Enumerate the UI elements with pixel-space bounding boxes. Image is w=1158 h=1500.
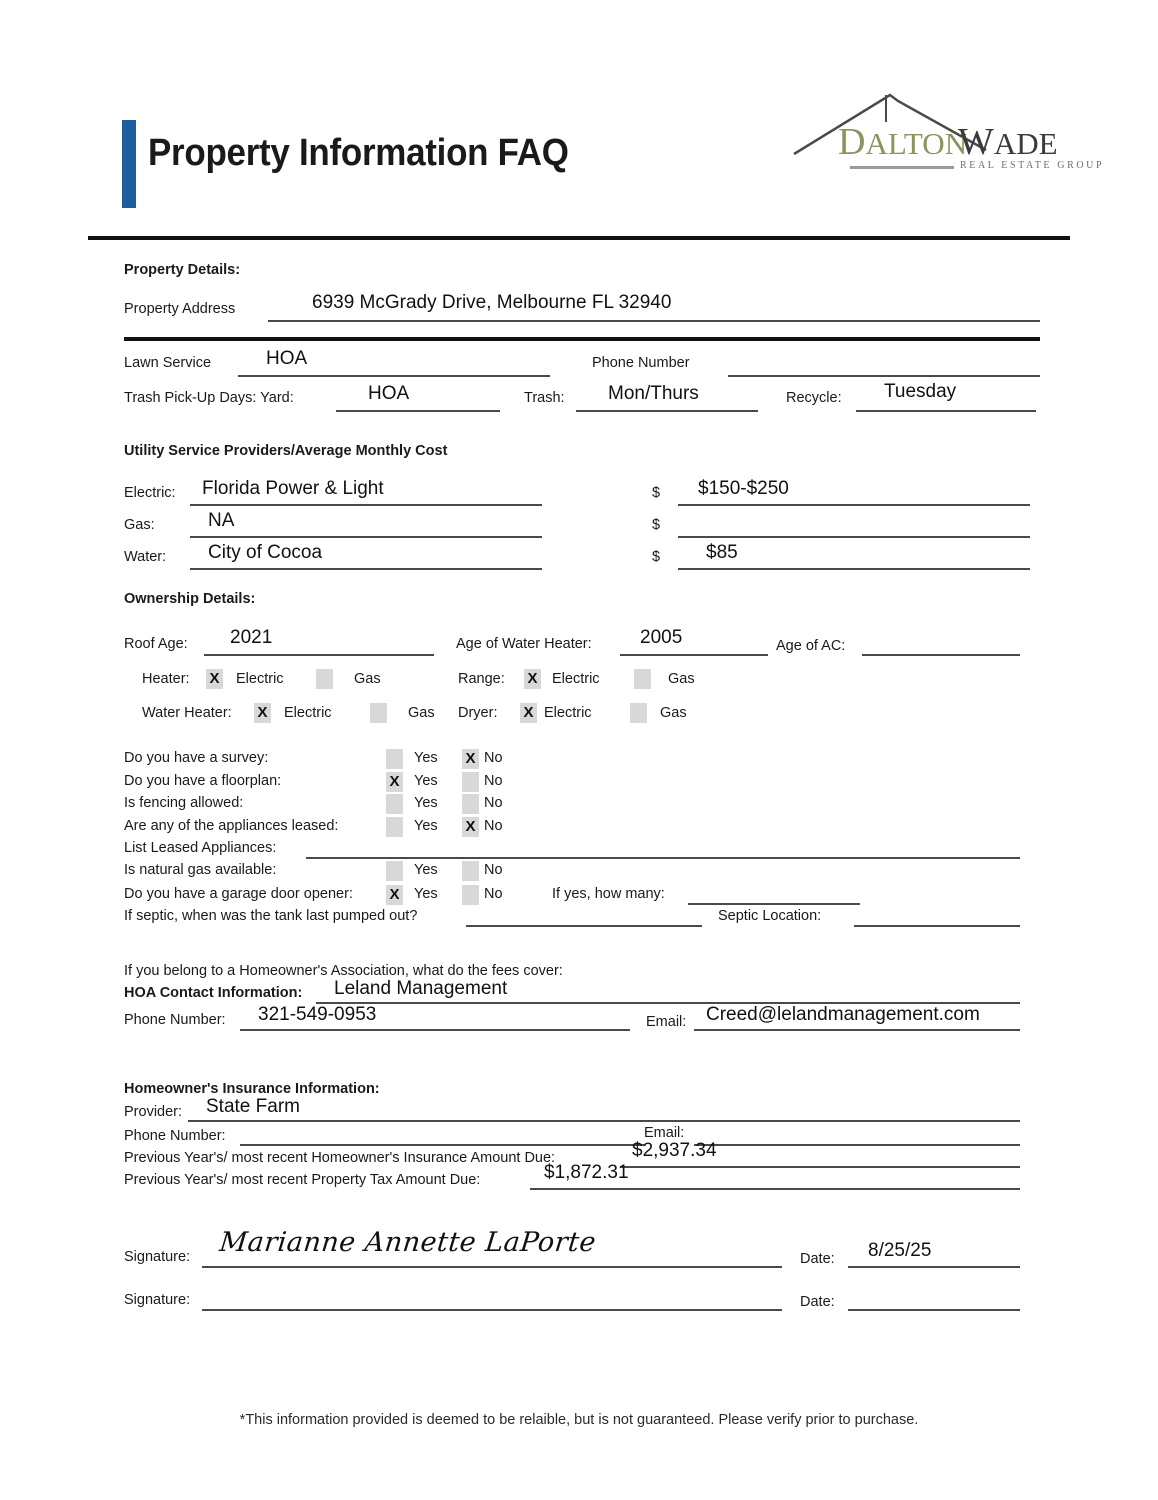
dryer-gas-label: Gas (660, 705, 687, 721)
hoa-phone-line[interactable] (240, 1029, 630, 1031)
water-provider-value: City of Cocoa (208, 542, 323, 563)
property-address-value: 6939 McGrady Drive, Melbourne FL 32940 (312, 292, 672, 313)
date1-label: Date: (800, 1251, 835, 1267)
insurance-provider-value: State Farm (206, 1096, 300, 1117)
yard-line[interactable] (336, 410, 500, 412)
roof-age-value: 2021 (230, 627, 273, 648)
heater-electric-check-mark: X (209, 670, 220, 687)
electric-dollar-sign: $ (652, 485, 661, 501)
tax-due-value: $1,872.31 (544, 1162, 629, 1183)
property-details-title: Property Details: (124, 262, 241, 278)
septic-question-label: If septic, when was the tank last pumped out? (124, 908, 418, 924)
water-heater-type-label: Water Heater: (142, 705, 232, 721)
fencing-yes-checkbox[interactable] (386, 794, 403, 814)
insurance-phone-label: Phone Number: (124, 1128, 226, 1144)
lawn-service-line[interactable] (238, 375, 550, 377)
how-many-label: If yes, how many: (552, 886, 665, 902)
appliances-leased-yes-checkbox[interactable] (386, 817, 403, 837)
range-gas-label: Gas (668, 671, 695, 687)
dryer-electric-label: Electric (544, 705, 592, 721)
survey-no-label: No (484, 750, 503, 766)
fencing-no-label: No (484, 795, 503, 811)
recycle-line[interactable] (856, 410, 1036, 412)
hoa-email-label: Email: (646, 1014, 687, 1030)
signature1-line[interactable] (202, 1266, 782, 1268)
range-label: Range: (458, 671, 505, 687)
water-heater-gas-label: Gas (408, 705, 435, 721)
electric-provider-value: Florida Power & Light (202, 478, 384, 499)
logo-divider (850, 166, 954, 169)
list-leased-appliances-label: List Leased Appliances: (124, 840, 277, 856)
hoa-email-value: Creed@lelandmanagement.com (706, 1004, 980, 1025)
appliances-leased-yes-label: Yes (414, 818, 438, 834)
roof-age-line[interactable] (204, 654, 434, 656)
header-divider (88, 236, 1070, 240)
insurance-email-line[interactable] (694, 1144, 1020, 1146)
lawn-phone-line[interactable] (728, 375, 1040, 377)
lawn-service-value: HOA (266, 348, 308, 369)
range-electric-check-mark: X (527, 670, 538, 687)
floorplan-yes-label: Yes (414, 773, 438, 789)
dryer-electric-check-mark: X (523, 704, 534, 721)
range-gas-checkbox[interactable] (634, 669, 651, 689)
hoa-email-line[interactable] (694, 1029, 1020, 1031)
recycle-value: Tuesday (884, 381, 957, 402)
hoa-phone-value: 321-549-0953 (258, 1004, 377, 1025)
garage-opener-no-checkbox[interactable] (462, 885, 479, 905)
logo-text-dalton: DALTON (838, 121, 968, 163)
how-many-line[interactable] (688, 903, 860, 905)
electric-cost-line[interactable] (678, 504, 1030, 506)
water-heater-age-value: 2005 (640, 627, 683, 648)
electric-cost-value: $150-$250 (698, 478, 789, 499)
water-cost-line[interactable] (678, 568, 1030, 570)
floorplan-yes-check-mark: X (389, 773, 400, 790)
date1-value: 8/25/25 (868, 1240, 932, 1261)
fencing-question-label: Is fencing allowed: (124, 795, 244, 811)
list-leased-appliances-line[interactable] (306, 857, 1020, 859)
septic-location-line[interactable] (854, 925, 1020, 927)
appliances-leased-no-check-mark: X (465, 818, 476, 835)
natural-gas-no-checkbox[interactable] (462, 861, 479, 881)
footer-disclaimer: *This information provided is deemed to be relaible, but is not guaranteed. Please verify prior to purchase. (239, 1412, 919, 1428)
hoa-contact-label: HOA Contact Information: (124, 985, 303, 1001)
ac-age-line[interactable] (862, 654, 1020, 656)
heater-gas-checkbox[interactable] (316, 669, 333, 689)
electric-label: Electric: (124, 485, 176, 501)
electric-provider-line[interactable] (190, 504, 542, 506)
page-title: Property Information FAQ (148, 132, 569, 174)
water-heater-age-line[interactable] (620, 654, 768, 656)
fencing-no-checkbox[interactable] (462, 794, 479, 814)
survey-yes-checkbox[interactable] (386, 749, 403, 769)
heater-gas-label: Gas (354, 671, 381, 687)
daltonwade-logo (790, 92, 1105, 174)
insurance-provider-label: Provider: (124, 1104, 183, 1120)
lawn-service-label: Lawn Service (124, 355, 212, 371)
dryer-label: Dryer: (458, 705, 498, 721)
trash-label: Trash: (524, 390, 565, 406)
trash-days-label: Trash Pick-Up Days: Yard: (124, 390, 294, 406)
natural-gas-yes-checkbox[interactable] (386, 861, 403, 881)
section-divider (124, 337, 1040, 341)
ac-age-label: Age of AC: (776, 638, 846, 654)
natural-gas-question-label: Is natural gas available: (124, 862, 277, 878)
garage-opener-yes-check-mark: X (389, 886, 400, 903)
floorplan-no-label: No (484, 773, 503, 789)
document-header (0, 0, 1158, 245)
insurance-due-label: Previous Year's/ most recent Homeowner's Insurance Amount Due: (124, 1150, 556, 1166)
title-accent-bar (122, 120, 136, 208)
water-cost-value: $85 (706, 542, 738, 563)
water-heater-gas-checkbox[interactable] (370, 703, 387, 723)
natural-gas-no-label: No (484, 862, 503, 878)
date2-label: Date: (800, 1294, 835, 1310)
signature1-label: Signature: (124, 1249, 191, 1265)
floorplan-question-label: Do you have a floorplan: (124, 773, 282, 789)
water-dollar-sign: $ (652, 549, 661, 565)
gas-provider-line[interactable] (190, 536, 542, 538)
insurance-due-line[interactable] (620, 1166, 1020, 1168)
insurance-title: Homeowner's Insurance Information: (124, 1081, 380, 1097)
property-address-label: Property Address (124, 301, 236, 317)
signature2-label: Signature: (124, 1292, 191, 1308)
septic-line[interactable] (466, 925, 702, 927)
water-provider-line[interactable] (190, 568, 542, 570)
water-heater-age-label: Age of Water Heater: (456, 636, 592, 652)
septic-location-label: Septic Location: (718, 908, 822, 924)
garage-opener-no-label: No (484, 886, 503, 902)
tax-due-line[interactable] (530, 1188, 1020, 1190)
appliances-leased-no-label: No (484, 818, 503, 834)
survey-no-check-mark: X (465, 750, 476, 767)
water-label: Water: (124, 549, 167, 565)
water-heater-electric-label: Electric (284, 705, 332, 721)
garage-opener-question-label: Do you have a garage door opener: (124, 886, 353, 902)
gas-cost-line[interactable] (678, 536, 1030, 538)
logo-text-wade: WADE (958, 121, 1058, 163)
ownership-title: Ownership Details: (124, 591, 256, 607)
insurance-due-value: $2,937.34 (632, 1140, 717, 1161)
insurance-email-label: Email: (644, 1125, 685, 1141)
gas-provider-value: NA (208, 510, 235, 531)
hoa-fees-question: If you belong to a Homeowner's Association, what do the fees cover: (124, 963, 563, 979)
roof-age-label: Roof Age: (124, 636, 188, 652)
gas-dollar-sign: $ (652, 517, 661, 533)
fencing-yes-label: Yes (414, 795, 438, 811)
insurance-provider-line[interactable] (188, 1120, 1020, 1122)
date2-line[interactable] (848, 1309, 1020, 1311)
natural-gas-yes-label: Yes (414, 862, 438, 878)
trash-value: Mon/Thurs (608, 383, 699, 404)
range-electric-label: Electric (552, 671, 600, 687)
insurance-phone-line[interactable] (240, 1144, 644, 1146)
water-heater-electric-check-mark: X (257, 704, 268, 721)
property-address-line[interactable] (268, 320, 1040, 322)
yard-value: HOA (368, 383, 410, 404)
hoa-phone-label: Phone Number: (124, 1012, 226, 1028)
tax-due-label: Previous Year's/ most recent Property Tax Amount Due: (124, 1172, 481, 1188)
date1-line[interactable] (848, 1266, 1020, 1268)
recycle-label: Recycle: (786, 390, 842, 406)
dryer-gas-checkbox[interactable] (630, 703, 647, 723)
signature2-line[interactable] (202, 1309, 782, 1311)
logo-tagline: REAL ESTATE GROUP (960, 160, 1105, 171)
utilities-title: Utility Service Providers/Average Monthly Cost (124, 443, 448, 459)
gas-label: Gas: (124, 517, 155, 533)
heater-electric-label: Electric (236, 671, 284, 687)
trash-line[interactable] (576, 410, 758, 412)
floorplan-no-checkbox[interactable] (462, 772, 479, 792)
lawn-phone-label: Phone Number (592, 355, 690, 371)
garage-opener-yes-label: Yes (414, 886, 438, 902)
survey-question-label: Do you have a survey: (124, 750, 269, 766)
heater-label: Heater: (142, 671, 190, 687)
appliances-leased-question-label: Are any of the appliances leased: (124, 818, 339, 834)
hoa-contact-value: Leland Management (334, 978, 508, 999)
signature1-value: Marianne Annette LaPorte (218, 1227, 598, 1258)
survey-yes-label: Yes (414, 750, 438, 766)
